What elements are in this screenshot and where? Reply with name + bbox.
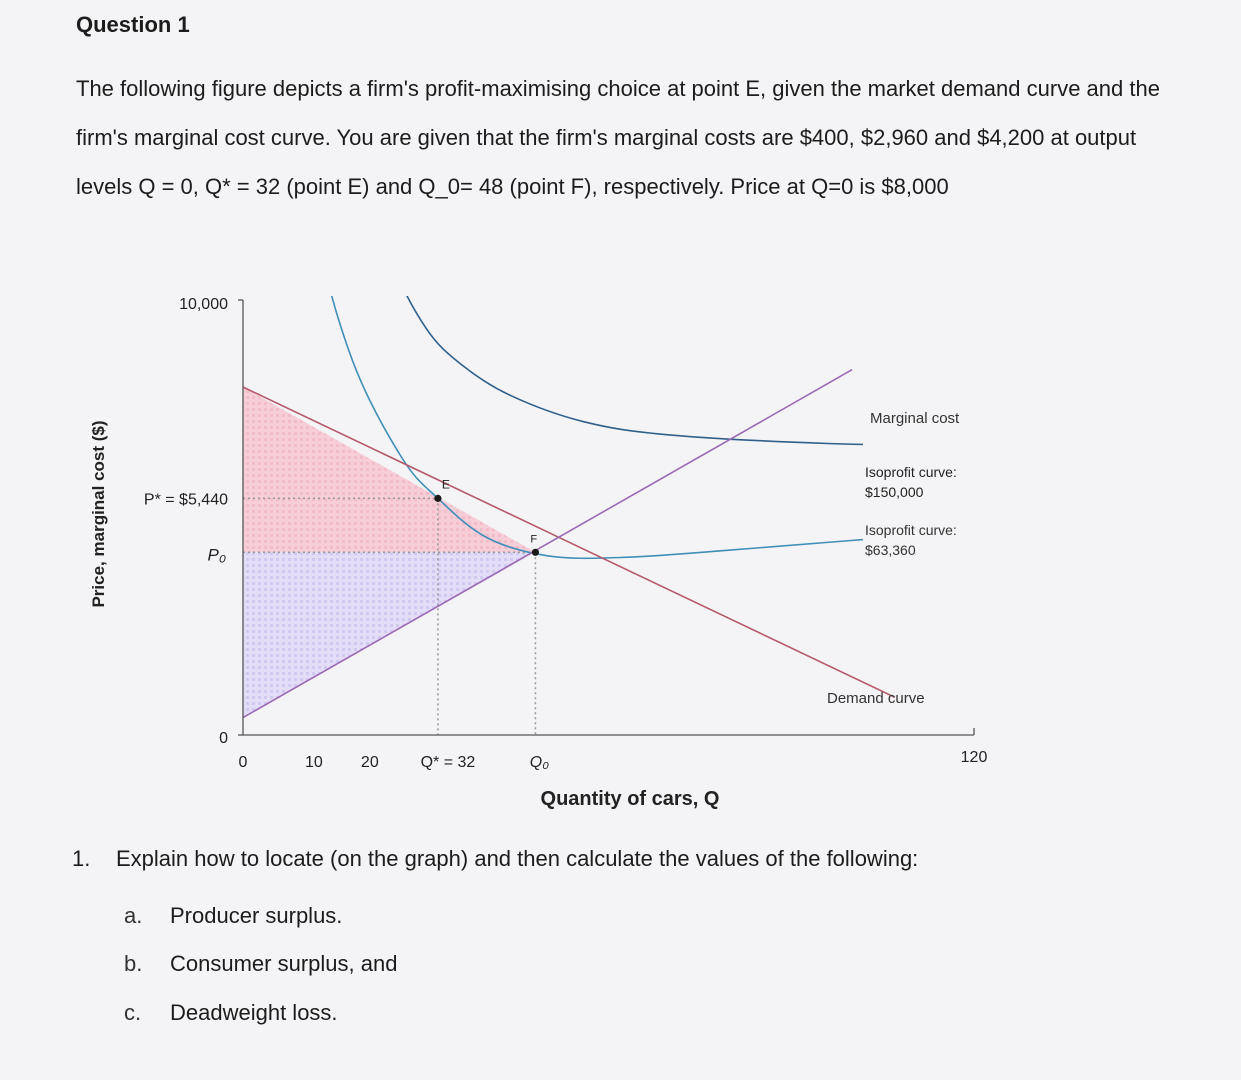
task-item-text: Deadweight loss.: [170, 1000, 338, 1025]
y-tick-label: P₀: [207, 545, 226, 565]
y-tick-label: 10,000: [179, 296, 228, 313]
demand-curve-label: Demand curve: [827, 690, 925, 707]
y-tick-label: P* = $5,440: [143, 491, 228, 509]
task-item-a: [124, 903, 342, 929]
isoprofit-curve-150000: [359, 156, 974, 445]
isoprofit-63360-value: $63,360: [865, 542, 916, 558]
x-tick-label: 120: [960, 749, 988, 766]
point-e-label: E: [441, 477, 450, 492]
isoprofit-150000-label: Isoprofit curve:: [865, 464, 957, 480]
task-number: 1.: [72, 846, 91, 871]
point-e-dot: [434, 495, 441, 502]
x-tick-label: Q* = 32: [420, 754, 476, 771]
task-item-letter: c.: [124, 1000, 142, 1025]
consumer-surplus-region: [243, 387, 538, 552]
y-tick-label: 0: [219, 730, 228, 747]
task-item-text: Producer surplus.: [170, 903, 343, 928]
x-tick-label: 20: [360, 754, 379, 771]
point-f-label: F: [530, 533, 538, 546]
isoprofit-150000-value: $150,000: [865, 484, 924, 500]
task-item-c: [124, 1000, 338, 1026]
x-axis-title: Quantity of cars, Q: [540, 788, 720, 810]
task-item-text: Consumer surplus, and: [170, 951, 398, 976]
y-axis-title: Price, marginal cost ($): [89, 420, 108, 608]
x-tick-label: Q₀: [529, 754, 549, 771]
isoprofit-63360-label: Isoprofit curve:: [865, 522, 957, 538]
point-f-dot: [532, 549, 539, 556]
marginal-cost-label: Marginal cost: [870, 410, 960, 427]
question-text: The following figure depicts a firm's profit-maximising choice at point E, given the market demand curve and the firm's marginal cost curve. You are given that the firm's marginal costs are $400, $2,960 and $4,200 at output levels Q = 0, Q* = 32 (point E) and Q_0= 48 (point F), respectively. Price at Q=0 is $8,000: [76, 76, 1160, 199]
task-item-letter: b.: [124, 951, 143, 976]
task-item-b: [124, 951, 397, 977]
task-intro: Explain how to locate (on the graph) and then calculate the values of the following:: [116, 846, 919, 871]
x-tick-label: 0: [238, 754, 248, 771]
task-list: [72, 846, 918, 872]
question-title: Question 1: [76, 12, 190, 37]
task-item-letter: a.: [124, 903, 143, 928]
x-tick-label: 10: [305, 754, 323, 771]
